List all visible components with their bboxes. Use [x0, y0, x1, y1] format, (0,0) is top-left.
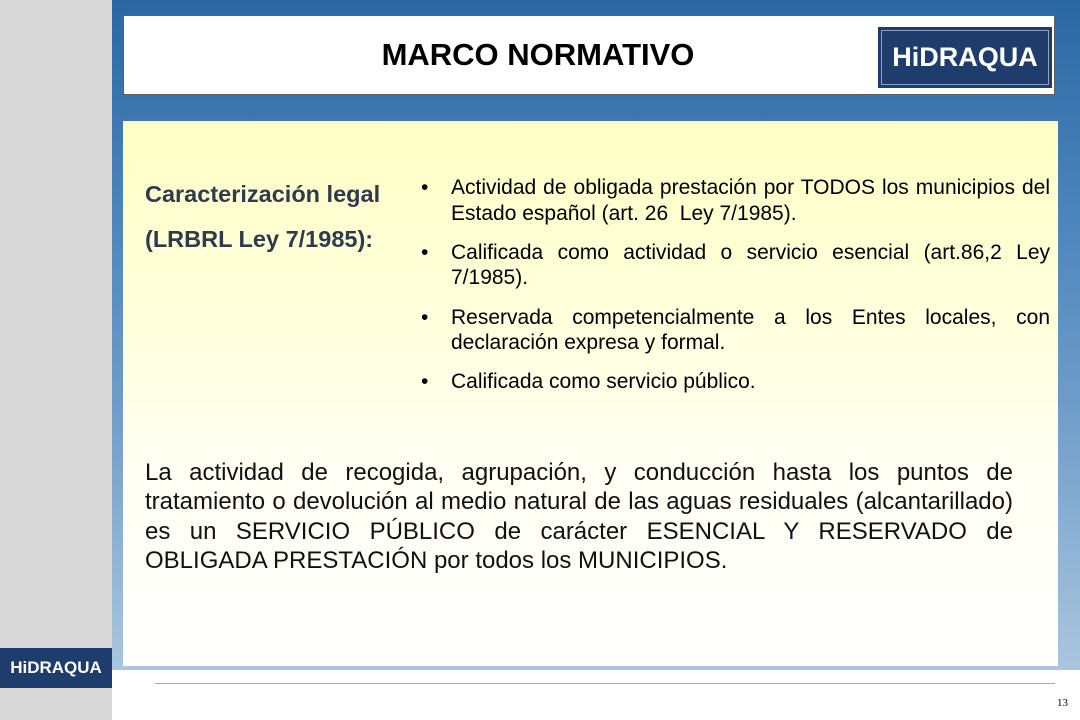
footer-brand-logo: [0, 648, 112, 688]
bullet-item: • Reservada competencialmente a los Entes locales, con declaración expresa y formal.: [451, 305, 1050, 356]
legal-label-line: Caracterización legal: [145, 181, 381, 207]
left-sidebar: [0, 0, 112, 720]
legal-label-line: (LRBRL Ley 7/1985):: [145, 226, 374, 252]
bullet-item: • Actividad de obligada prestación por TODOS los municipios del Estado español (art. 26 Ley 7/1985).: [451, 175, 1050, 226]
bullet-item: • Calificada como actividad o servicio esencial (art.86,2 Ley 7/1985).: [451, 240, 1050, 291]
header-brand-logo: [878, 27, 1052, 88]
footer-divider: [155, 683, 1055, 684]
footer-logo-text: HiDRAQUA: [10, 658, 102, 677]
header-logo-text: HiDRAQUA: [892, 42, 1038, 72]
legal-characterization-label: [145, 172, 380, 262]
legal-bullet-list: [451, 175, 1050, 409]
summary-paragraph: La actividad de recogida, agrupación, y conducción hasta los puntos de tratamiento o devolución al medio natural de las aguas residuales (alcantarillado) es un SERVICIO PÚBLICO de carácter ESENCIAL Y RESERVADO de OBLIGADA PRESTACIÓN por todos los MUNICIPIOS.: [145, 459, 1013, 574]
bullet-item: • Calificada como servicio público.: [451, 369, 1050, 395]
slide-title: MARCO NORMATIVO: [381, 37, 695, 72]
title-bar: [123, 15, 1055, 95]
content-panel: [123, 121, 1058, 666]
page-number: 13: [1057, 697, 1068, 709]
